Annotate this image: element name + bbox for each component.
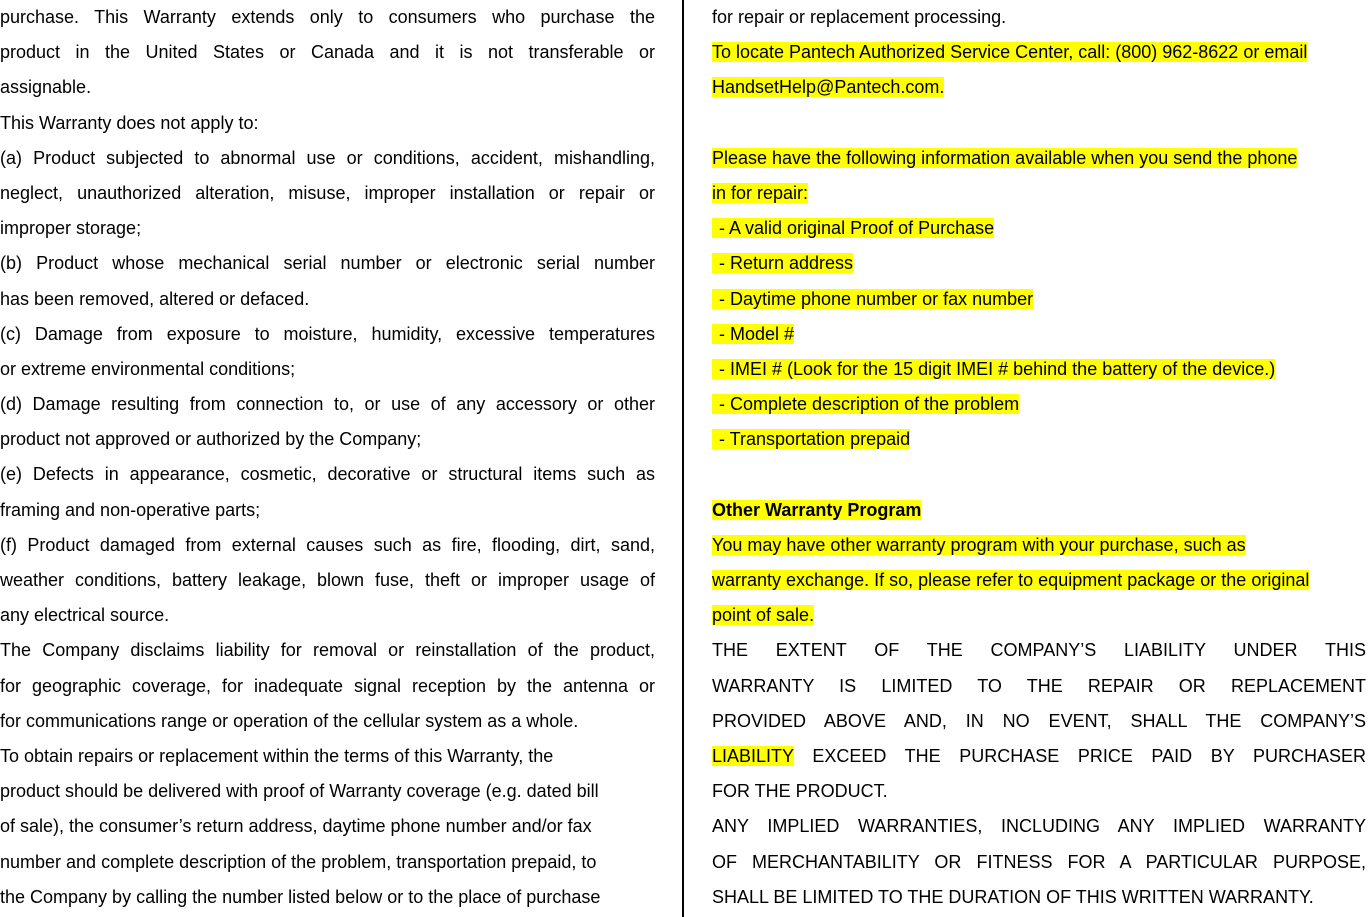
paragraph-line: purchase. This Warranty extends only to consumers who purchase the [0, 7, 655, 27]
paragraph-line: (c) Damage from exposure to moisture, humidity, excessive temperatures [0, 323, 655, 344]
section-heading: Other Warranty Program [712, 499, 922, 520]
blank-line [712, 457, 1366, 492]
paragraph-line: (a) Product subjected to abnormal use or conditions, accident, mishandling, [0, 147, 655, 168]
paragraph-line: This Warranty does not apply to: [0, 112, 259, 133]
paragraph-line: improper storage; [0, 218, 142, 239]
paragraph-line: weather conditions, battery leakage, blown fuse, theft or improper usage of [0, 570, 655, 590]
info-list-item: - Model # [712, 324, 794, 344]
info-list-item: - Transportation prepaid [712, 429, 910, 449]
paragraph-line: (b) Product whose mechanical serial number or electronic serial number [0, 253, 655, 274]
paragraph-line: for communications range or operation of the cellular system as a whole. [0, 710, 579, 731]
liability-line: FOR THE PRODUCT. [712, 781, 888, 802]
blank-line [712, 106, 1366, 141]
liability-line: PROVIDED ABOVE AND, IN NO EVENT, SHALL THE COMPANY’S [712, 710, 1366, 731]
paragraph-line: number and complete description of the problem, transportation prepaid, to [0, 851, 597, 872]
paragraph-line: product not approved or authorized by the Company; [0, 429, 422, 450]
info-list-item: - Return address [712, 253, 853, 273]
paragraph-line: product should be delivered with proof of Warranty coverage (e.g. dated bill [0, 781, 599, 802]
paragraph-line: (e) Defects in appearance, cosmetic, decorative or structural items such as [0, 464, 655, 485]
info-list-item: - Daytime phone number or fax number [712, 289, 1033, 309]
paragraph-line: of sale), the consumer’s return address, daytime phone number and/or fax [0, 816, 592, 837]
implied-warranty-line: OF MERCHANTABILITY OR FITNESS FOR A PARTICULAR PURPOSE, [712, 851, 1366, 872]
paragraph-line: warranty exchange. If so, please refer to equipment package or the original [712, 570, 1310, 590]
paragraph-line: any electrical source. [0, 605, 170, 626]
right-column [712, 0, 1366, 915]
paragraph-line: (d) Damage resulting from connection to, or use of any accessory or other [0, 394, 655, 415]
paragraph-line: for geographic coverage, for inadequate signal reception by the antenna or [0, 675, 655, 696]
liability-highlight: LIABILITY [712, 745, 794, 766]
paragraph-line: To obtain repairs or replacement within the terms of this Warranty, the [0, 745, 554, 766]
paragraph-line: framing and non-operative parts; [0, 499, 261, 520]
left-column [0, 0, 655, 915]
info-list-item: - IMEI # (Look for the 15 digit IMEI # behind the battery of the device.) [712, 359, 1275, 379]
column-divider [682, 0, 684, 917]
implied-warranty-line: ANY IMPLIED WARRANTIES, INCLUDING ANY IMPLIED WARRANTY [712, 816, 1366, 837]
paragraph-line: neglect, unauthorized alteration, misuse, improper installation or repair or [0, 182, 655, 203]
service-center-email: HandsetHelp@Pantech.com. [712, 77, 945, 98]
liability-line: WARRANTY IS LIMITED TO THE REPAIR OR REPLACEMENT [712, 675, 1366, 696]
liability-line: THE EXTENT OF THE COMPANY’S LIABILITY UNDER THIS [712, 640, 1366, 661]
paragraph-line: You may have other warranty program with your purchase, such as [712, 534, 1246, 555]
info-request-line: Please have the following information available when you send the phone [712, 147, 1298, 168]
paragraph-line: (f) Product damaged from external causes such as fire, flooding, dirt, sand, [0, 534, 655, 555]
paragraph-line: assignable. [0, 77, 92, 98]
paragraph-line: the Company by calling the number listed below or to the place of purchase [0, 886, 601, 907]
paragraph-line: point of sale. [712, 605, 815, 626]
info-list-item: - A valid original Proof of Purchase [712, 218, 994, 238]
paragraph-line: for repair or replacement processing. [712, 7, 1007, 27]
liability-line-rest: EXCEED THE PURCHASE PRICE PAID BY PURCHASER [793, 745, 1366, 766]
info-list-item: - Complete description of the problem [712, 394, 1019, 414]
info-request-line: in for repair: [712, 182, 809, 203]
implied-warranty-line: SHALL BE LIMITED TO THE DURATION OF THIS WRITTEN WARRANTY. [712, 886, 1314, 907]
paragraph-line: The Company disclaims liability for removal or reinstallation of the product, [0, 640, 655, 661]
liability-line [712, 739, 1366, 774]
paragraph-line: or extreme environmental conditions; [0, 358, 296, 379]
service-center-line: To locate Pantech Authorized Service Center, call: (800) 962-8622 or email [712, 42, 1308, 63]
paragraph-line: product in the United States or Canada and it is not transferable or [0, 42, 655, 63]
paragraph-line: has been removed, altered or defaced. [0, 288, 310, 309]
